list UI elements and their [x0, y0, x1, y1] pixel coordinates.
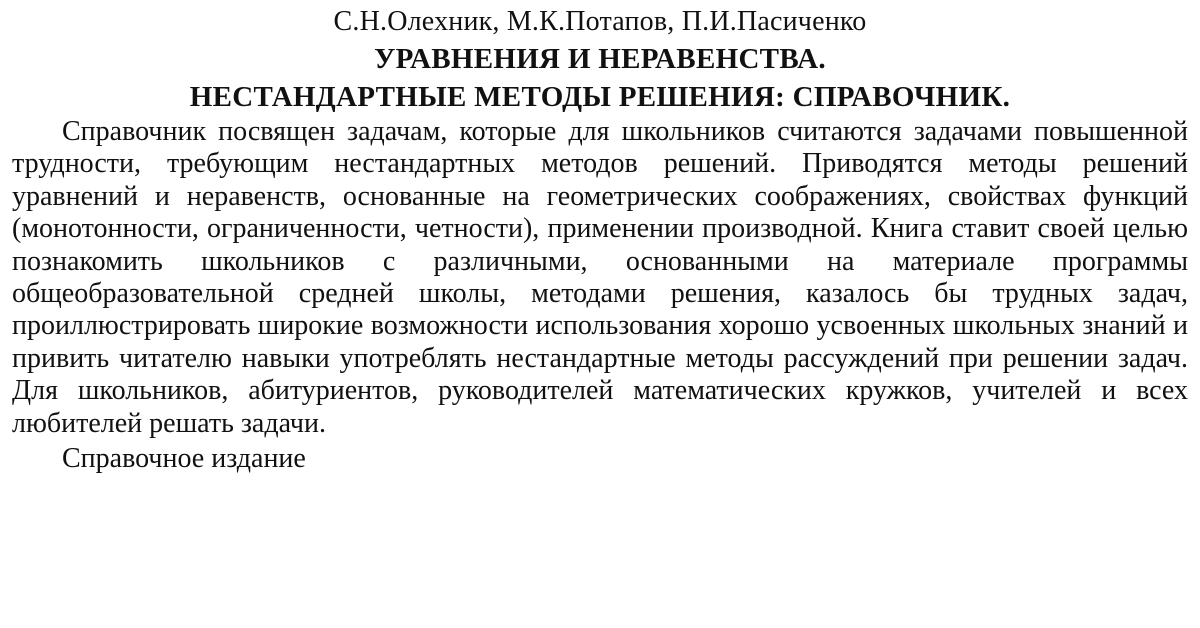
authors-line: С.Н.Олехник, М.К.Потапов, П.И.Пасиченко: [333, 6, 867, 37]
title-line-2: НЕСТАНДАРТНЫЕ МЕТОДЫ РЕШЕНИЯ: СПРАВОЧНИК.: [189, 81, 1011, 113]
title-line-1: УРАВНЕНИЯ И НЕРАВЕНСТВА.: [374, 43, 826, 75]
edition-type: Справочное издание: [62, 443, 306, 475]
abstract-paragraph: Справочник посвящен задачам, которые для школьников считаются задачами повышенной трудности, требующим нестандартных методов решений. Приводятся методы решений уравнений и неравенств, основанные на геометрических соображениях, свойствах функций (монотонности, ограниченности, четности), применении производной. Книга ставит своей целью познакомить школьников с различными, основанными на материале программы общеобразовательной средней школы, методами решения, казалось бы трудных задач, проиллюстрировать широкие возможности использования хорошо усвоенных школьных знаний и привить читателю навыки употреблять нестандартные методы рассуждений при решении задач. Для школьников, абитуриентов, руководителей математических кружков, учителей и всех любителей решать задачи.: [12, 116, 1188, 439]
